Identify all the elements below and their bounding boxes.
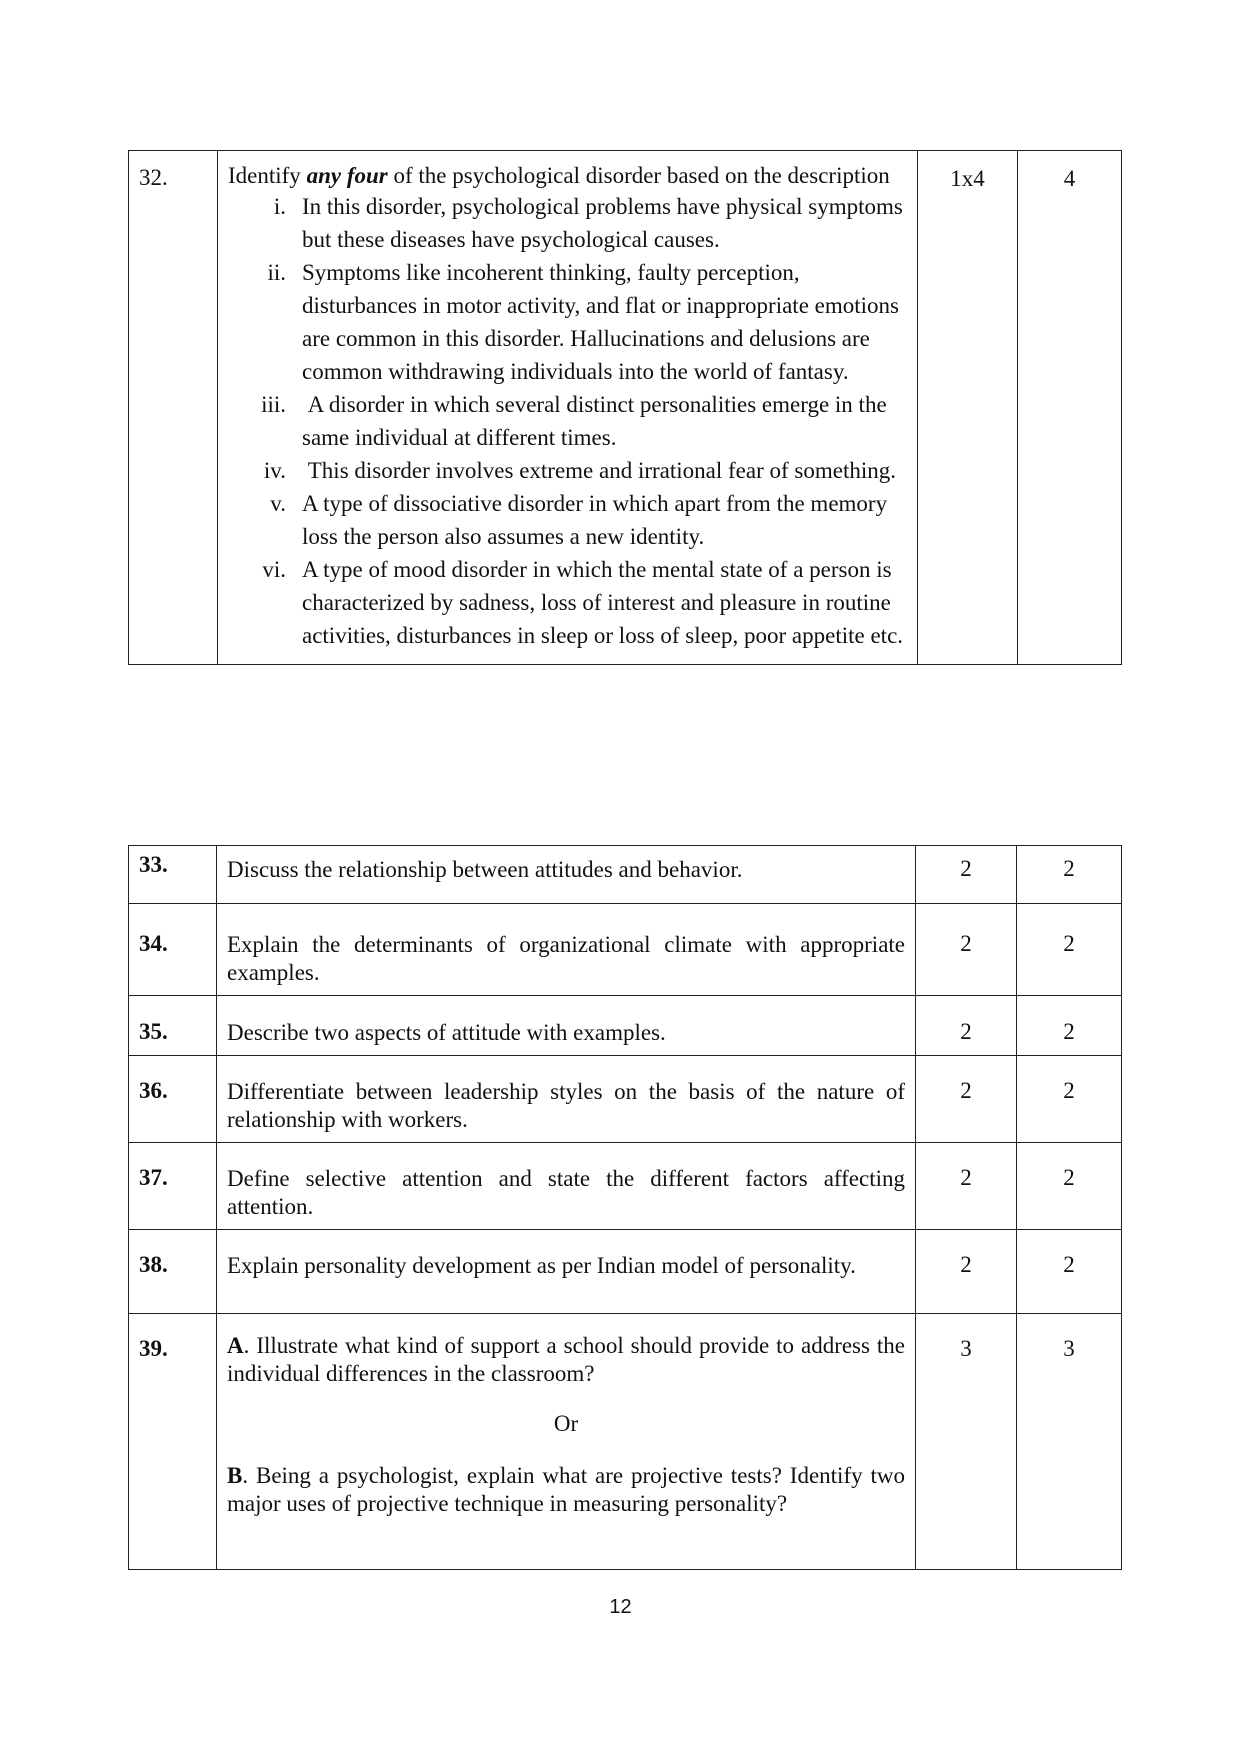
question-intro	[228, 162, 905, 190]
question-row	[129, 996, 1122, 1056]
sub-item-text: A disorder in which several distinct personalities emerge in the same individual at different times.	[302, 392, 893, 450]
option-a-label: A	[227, 1333, 244, 1358]
marks-total: 2	[1017, 904, 1122, 996]
option-b	[227, 1462, 905, 1518]
question-32-row	[129, 151, 1122, 665]
question-text	[218, 151, 918, 665]
sub-item-number: iii.	[261, 392, 286, 417]
question-text: Explain the determinants of organizational climate with appropriate examples.	[217, 904, 916, 996]
sub-item	[228, 388, 905, 454]
or-separator: Or	[553, 1411, 579, 1436]
question-text: Define selective attention and state the different factors affecting attention.	[217, 1143, 916, 1230]
marks-split: 1x4	[918, 151, 1018, 665]
question-number: 34.	[129, 904, 217, 996]
marks-total: 4	[1018, 151, 1122, 665]
question-32-table	[128, 150, 1122, 665]
sub-item-number: iv.	[263, 458, 286, 483]
marks-total: 2	[1017, 846, 1122, 904]
question-number: 35.	[129, 996, 217, 1056]
emphasis-any-four: any four	[306, 163, 388, 188]
intro-post: of the psychological disorder based on the description	[387, 163, 890, 188]
questions-33-39-table	[128, 845, 1122, 1570]
marks-split: 2	[916, 904, 1017, 996]
marks-split: 2	[916, 1143, 1017, 1230]
sub-item-number: i.	[273, 194, 286, 219]
marks-split: 3	[916, 1314, 1017, 1570]
question-row	[129, 1056, 1122, 1143]
question-number: 38.	[129, 1230, 217, 1314]
question-text: Discuss the relationship between attitudes and behavior.	[217, 846, 916, 904]
sub-item-text: In this disorder, psychological problems have physical symptoms but these diseases have psychological causes.	[302, 194, 909, 252]
marks-split: 2	[916, 846, 1017, 904]
page-number: 12	[609, 1596, 632, 1618]
question-row	[129, 1230, 1122, 1314]
sub-item-text: Symptoms like incoherent thinking, faulty perception, disturbances in motor activity, and flat or inappropriate emotions are common in this disorder. Hallucinations and delusions are common withdrawing individuals into the world of fantasy.	[302, 260, 905, 384]
sub-item-number: v.	[270, 491, 286, 516]
sub-item-text: A type of mood disorder in which the mental state of a person is characterized by sadness, loss of interest and pleasure in routine activities, disturbances in sleep or loss of sleep, poor appetite etc.	[302, 557, 904, 648]
marks-total: 3	[1017, 1314, 1122, 1570]
question-number: 32.	[129, 151, 218, 665]
intro-pre: Identify	[228, 163, 307, 188]
sub-item	[228, 553, 905, 652]
question-text	[217, 1314, 916, 1570]
sub-item-text: This disorder involves extreme and irrational fear of something.	[302, 458, 896, 483]
question-row	[129, 1143, 1122, 1230]
option-a	[227, 1332, 905, 1388]
marks-total: 2	[1017, 1056, 1122, 1143]
marks-split: 2	[916, 996, 1017, 1056]
sub-item	[228, 190, 909, 256]
sub-item-number: vi.	[262, 557, 286, 582]
question-number: 36.	[129, 1056, 217, 1143]
question-row	[129, 904, 1122, 996]
marks-total: 2	[1017, 1230, 1122, 1314]
marks-total: 2	[1017, 996, 1122, 1056]
sub-item-text: A type of dissociative disorder in which apart from the memory loss the person also assumes a new identity.	[302, 491, 899, 549]
question-number: 37.	[129, 1143, 217, 1230]
marks-total: 2	[1017, 1143, 1122, 1230]
sub-item	[228, 454, 905, 487]
question-row	[129, 1314, 1122, 1570]
sub-item	[228, 487, 905, 553]
question-text: Explain personality development as per Indian model of personality.	[217, 1230, 916, 1314]
marks-split: 2	[916, 1230, 1017, 1314]
marks-split: 2	[916, 1056, 1017, 1143]
question-text: Describe two aspects of attitude with examples.	[217, 996, 916, 1056]
question-row	[129, 846, 1122, 904]
question-number: 39.	[129, 1314, 217, 1570]
question-text: Differentiate between leadership styles on the basis of the nature of relationship with workers.	[217, 1056, 916, 1143]
option-b-label: B	[227, 1463, 243, 1488]
sub-item-number: ii.	[267, 260, 286, 285]
sub-item	[228, 256, 905, 388]
question-number: 33.	[129, 846, 217, 904]
option-a-text: . Illustrate what kind of support a school should provide to address the individual differences in the classroom?	[227, 1333, 905, 1386]
sub-item-list	[228, 190, 909, 652]
option-b-text: . Being a psychologist, explain what are projective tests? Identify two major uses of projective technique in measuring personality?	[227, 1463, 905, 1516]
